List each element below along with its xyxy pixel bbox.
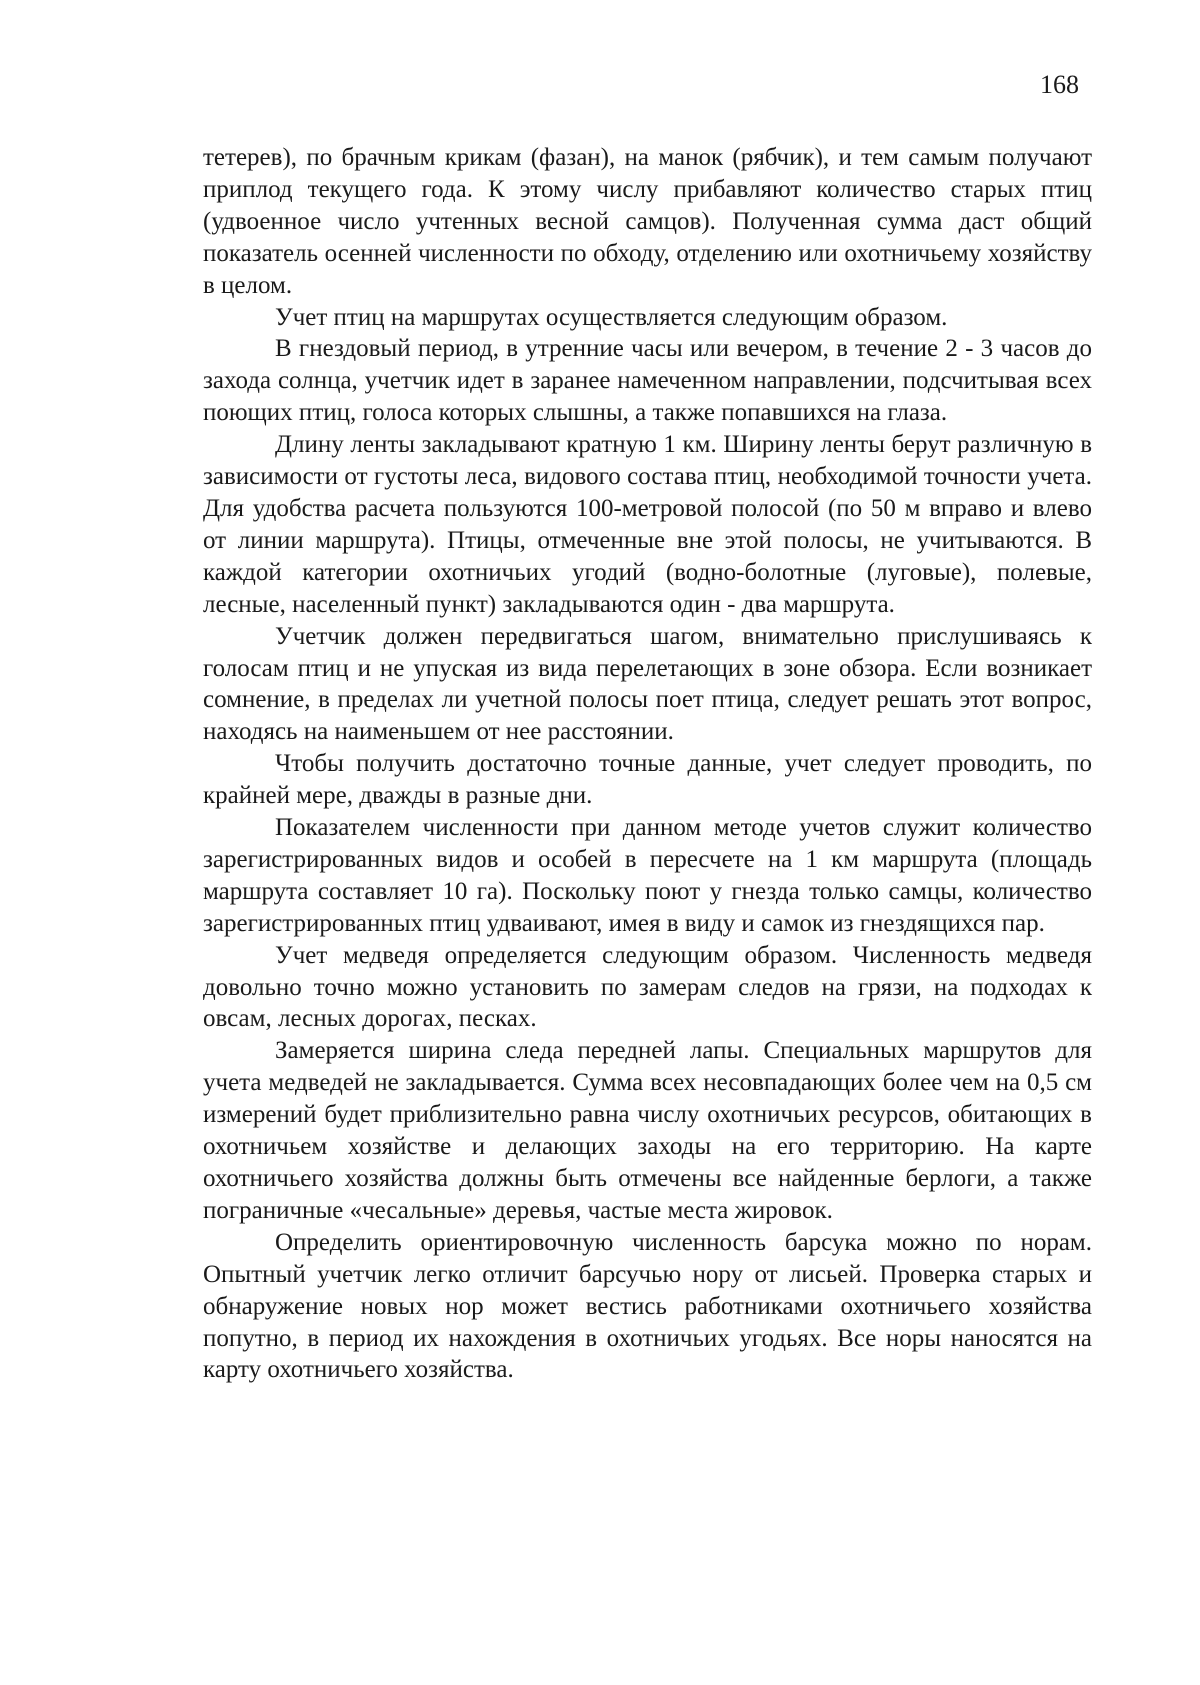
- paragraph: Учет птиц на маршрутах осуществляется следующим образом.: [275, 303, 948, 331]
- paragraph: Учетчик должен передвигаться шагом, внимательно прислушиваясь к голосам птиц и не упуская из вида перелетающих в зоне обзора. Если возникает сомнение, в пределах ли учетной полосы поет птица, следует решать этот вопрос, находясь на наименьшем от нее расстоянии.: [203, 622, 1092, 746]
- paragraph: Показателем численности при данном методе учетов служит количество зарегистрированных видов и особей в пересчете на 1 км маршрута (площадь маршрута составляет 10 га). Поскольку поют у гнезда только самцы, количество зарегистрированных птиц удваивают, имея в виду и самок из гнездящихся пар.: [203, 814, 1092, 937]
- paragraph: В гнездовый период, в утренние часы или вечером, в течение 2 - 3 часов до захода солнца, учетчик идет в заранее намеченном направлении, подсчитывая всех поющих птиц, голоса которых слышны, а также попавшихся на глаза.: [203, 335, 1092, 427]
- paragraph: Замеряется ширина следа передней лапы. Специальных маршрутов для учета медведей не закладывается. Сумма всех несовпадающих более чем на 0,5 см измерений будет приблизительно равна числу охотничьих ресурсов, обитающих в охотничьем хозяйстве и делающих заходы на его территорию. На карте охотничьего хозяйства должны быть отмечены все найденные берлоги, а также пограничные «чесальные» деревья, частые места жировок.: [203, 1037, 1092, 1224]
- paragraph: Определить ориентировочную численность барсука можно по норам. Опытный учетчик легко отличит барсучью нору от лисьей. Проверка старых и обнаружение новых нор может вестись работниками охотничьего хозяйства попутно, в период их нахождения в охотничьих угодьях. Все норы наносятся на карту охотничьего хозяйства.: [203, 1228, 1092, 1384]
- paragraph: Учет медведя определяется следующим образом. Численность медведя довольно точно можно установить по замерам следов на грязи, на подходах к овсам, лесных дорогах, песках.: [203, 941, 1092, 1033]
- paragraph: Чтобы получить достаточно точные данные, учет следует проводить, по крайней мере, дважды в разные дни.: [203, 750, 1092, 810]
- paragraph: тетерев), по брачным крикам (фазан), на манок (рябчик), и тем самым получают приплод текущего года. К этому числу прибавляют количество старых птиц (удвоенное число учтенных весной самцов). Полученная сумма даст общий показатель осенней численности по обходу, отделению или охотничьему хозяйству в целом.: [203, 144, 1092, 299]
- body-text: [203, 142, 1092, 1386]
- paragraph: Длину ленты закладывают кратную 1 км. Ширину ленты берут различную в зависимости от густоты леса, видового состава птиц, необходимой точности учета. Для удобства расчета пользуются 100-метровой полосой (по 50 м вправо и влево от линии маршрута). Птицы, отмеченные вне этой полосы, не учитываются. В каждой категории охотничьих угодий (водно-болотные (луговые), полевые, лесные, населенный пункт) закладываются один - два маршрута.: [203, 431, 1092, 618]
- page-number: 168: [1040, 70, 1079, 99]
